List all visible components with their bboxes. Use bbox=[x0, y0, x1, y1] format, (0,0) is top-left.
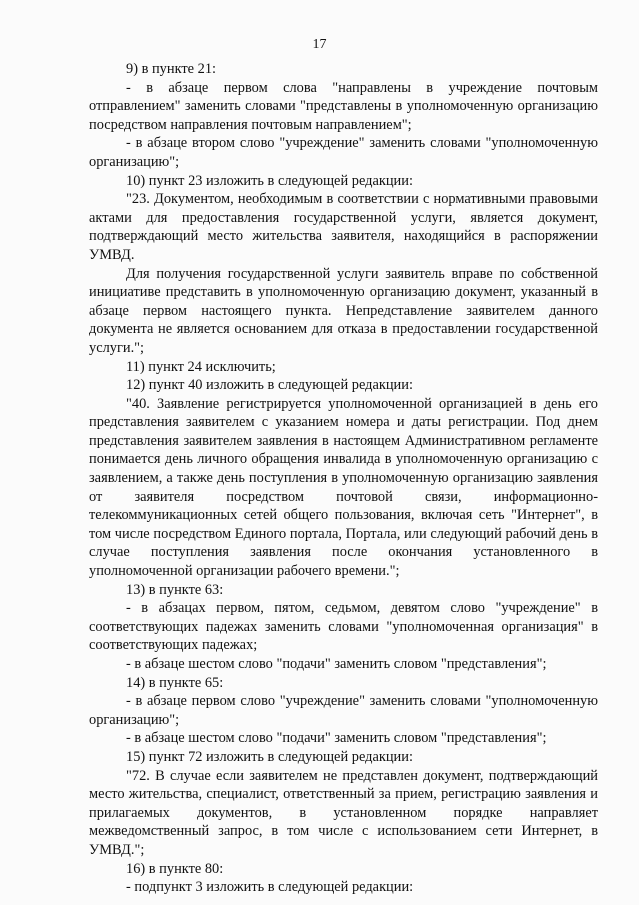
paragraph: "72. В случае если заявителем не представлен документ, подтверждающий место жительства, специалист, ответственный за прием, регистрацию заявления и прилагаемых документов, в установленном порядке направляет межведомственный запрос, в том числе с использованием сети Интернет, в УМВД."; bbox=[89, 767, 598, 858]
paragraph: - подпункт 3 изложить в следующей редакции: bbox=[126, 879, 414, 896]
paragraph: - в абзаце первом слово "учреждение" заменить словами "уполномоченную организацию"; bbox=[89, 693, 598, 728]
paragraph: 14) в пункте 65: bbox=[126, 674, 224, 691]
document-body bbox=[89, 60, 598, 897]
paragraph: 16) в пункте 80: bbox=[126, 860, 224, 877]
paragraph: 10) пункт 23 изложить в следующей редакции: bbox=[126, 172, 413, 189]
paragraph: 9) в пункте 21: bbox=[126, 61, 217, 77]
paragraph: "23. Документом, необходимым в соответствии с нормативными правовыми актами для предоставления государственной услуги, является документ, подтверждающий место жительства заявителя, находящийся в распоряжении УМВД. bbox=[89, 191, 598, 263]
paragraph: 11) пункт 24 исключить; bbox=[126, 358, 276, 375]
paragraph: - в абзаце шестом слово "подачи" заменить словом "представления"; bbox=[126, 656, 547, 672]
paragraph: - в абзаце первом слова "направлены в учреждение почтовым отправлением" заменить словами "представлены в уполномоченную организацию посредством направления почтовым направлением"; bbox=[89, 79, 598, 133]
paragraph: 12) пункт 40 изложить в следующей редакции: bbox=[126, 377, 413, 394]
page-number: 17 bbox=[312, 37, 327, 52]
paragraph: Для получения государственной услуги заявитель вправе по собственной инициативе представить в уполномоченную организацию документ, указанный в абзаце первом настоящего пункта. Непредставление заявителем данного документа не является основанием для отказа в предоставлении государственной услуги."; bbox=[89, 265, 598, 356]
paragraph: - в абзацах первом, пятом, седьмом, девятом слово "учреждение" в соответствующих падежах заменить словами "уполномоченная организация" в соответствующих падежах; bbox=[89, 600, 598, 654]
paragraph: 15) пункт 72 изложить в следующей редакции: bbox=[126, 748, 413, 765]
paragraph: - в абзаце втором слово "учреждение" заменить словами "уполномоченную организацию"; bbox=[89, 135, 598, 170]
paragraph: "40. Заявление регистрируется уполномоченной организацией в день его представления заявителем с указанием номера и даты регистрации. Под днем представления заявителем заявления в настоящем Административном регламенте понимается день личного обращения инвалида в уполномоченную организацию с заявлением, а также день поступления в уполномоченную организацию заявления от заявителя посредством почтовой связи, информационно-телекоммуникационных сетей общего пользования, включая сеть "Интернет", в том числе посредством Единого портала, Портала, или следующий рабочий день в случае поступления заявления после окончания установленного в уполномоченной организации рабочего времени."; bbox=[89, 395, 598, 580]
paragraph: 13) в пункте 63: bbox=[126, 581, 224, 598]
paragraph: - в абзаце шестом слово "подачи" заменить словом "представления"; bbox=[126, 730, 547, 747]
